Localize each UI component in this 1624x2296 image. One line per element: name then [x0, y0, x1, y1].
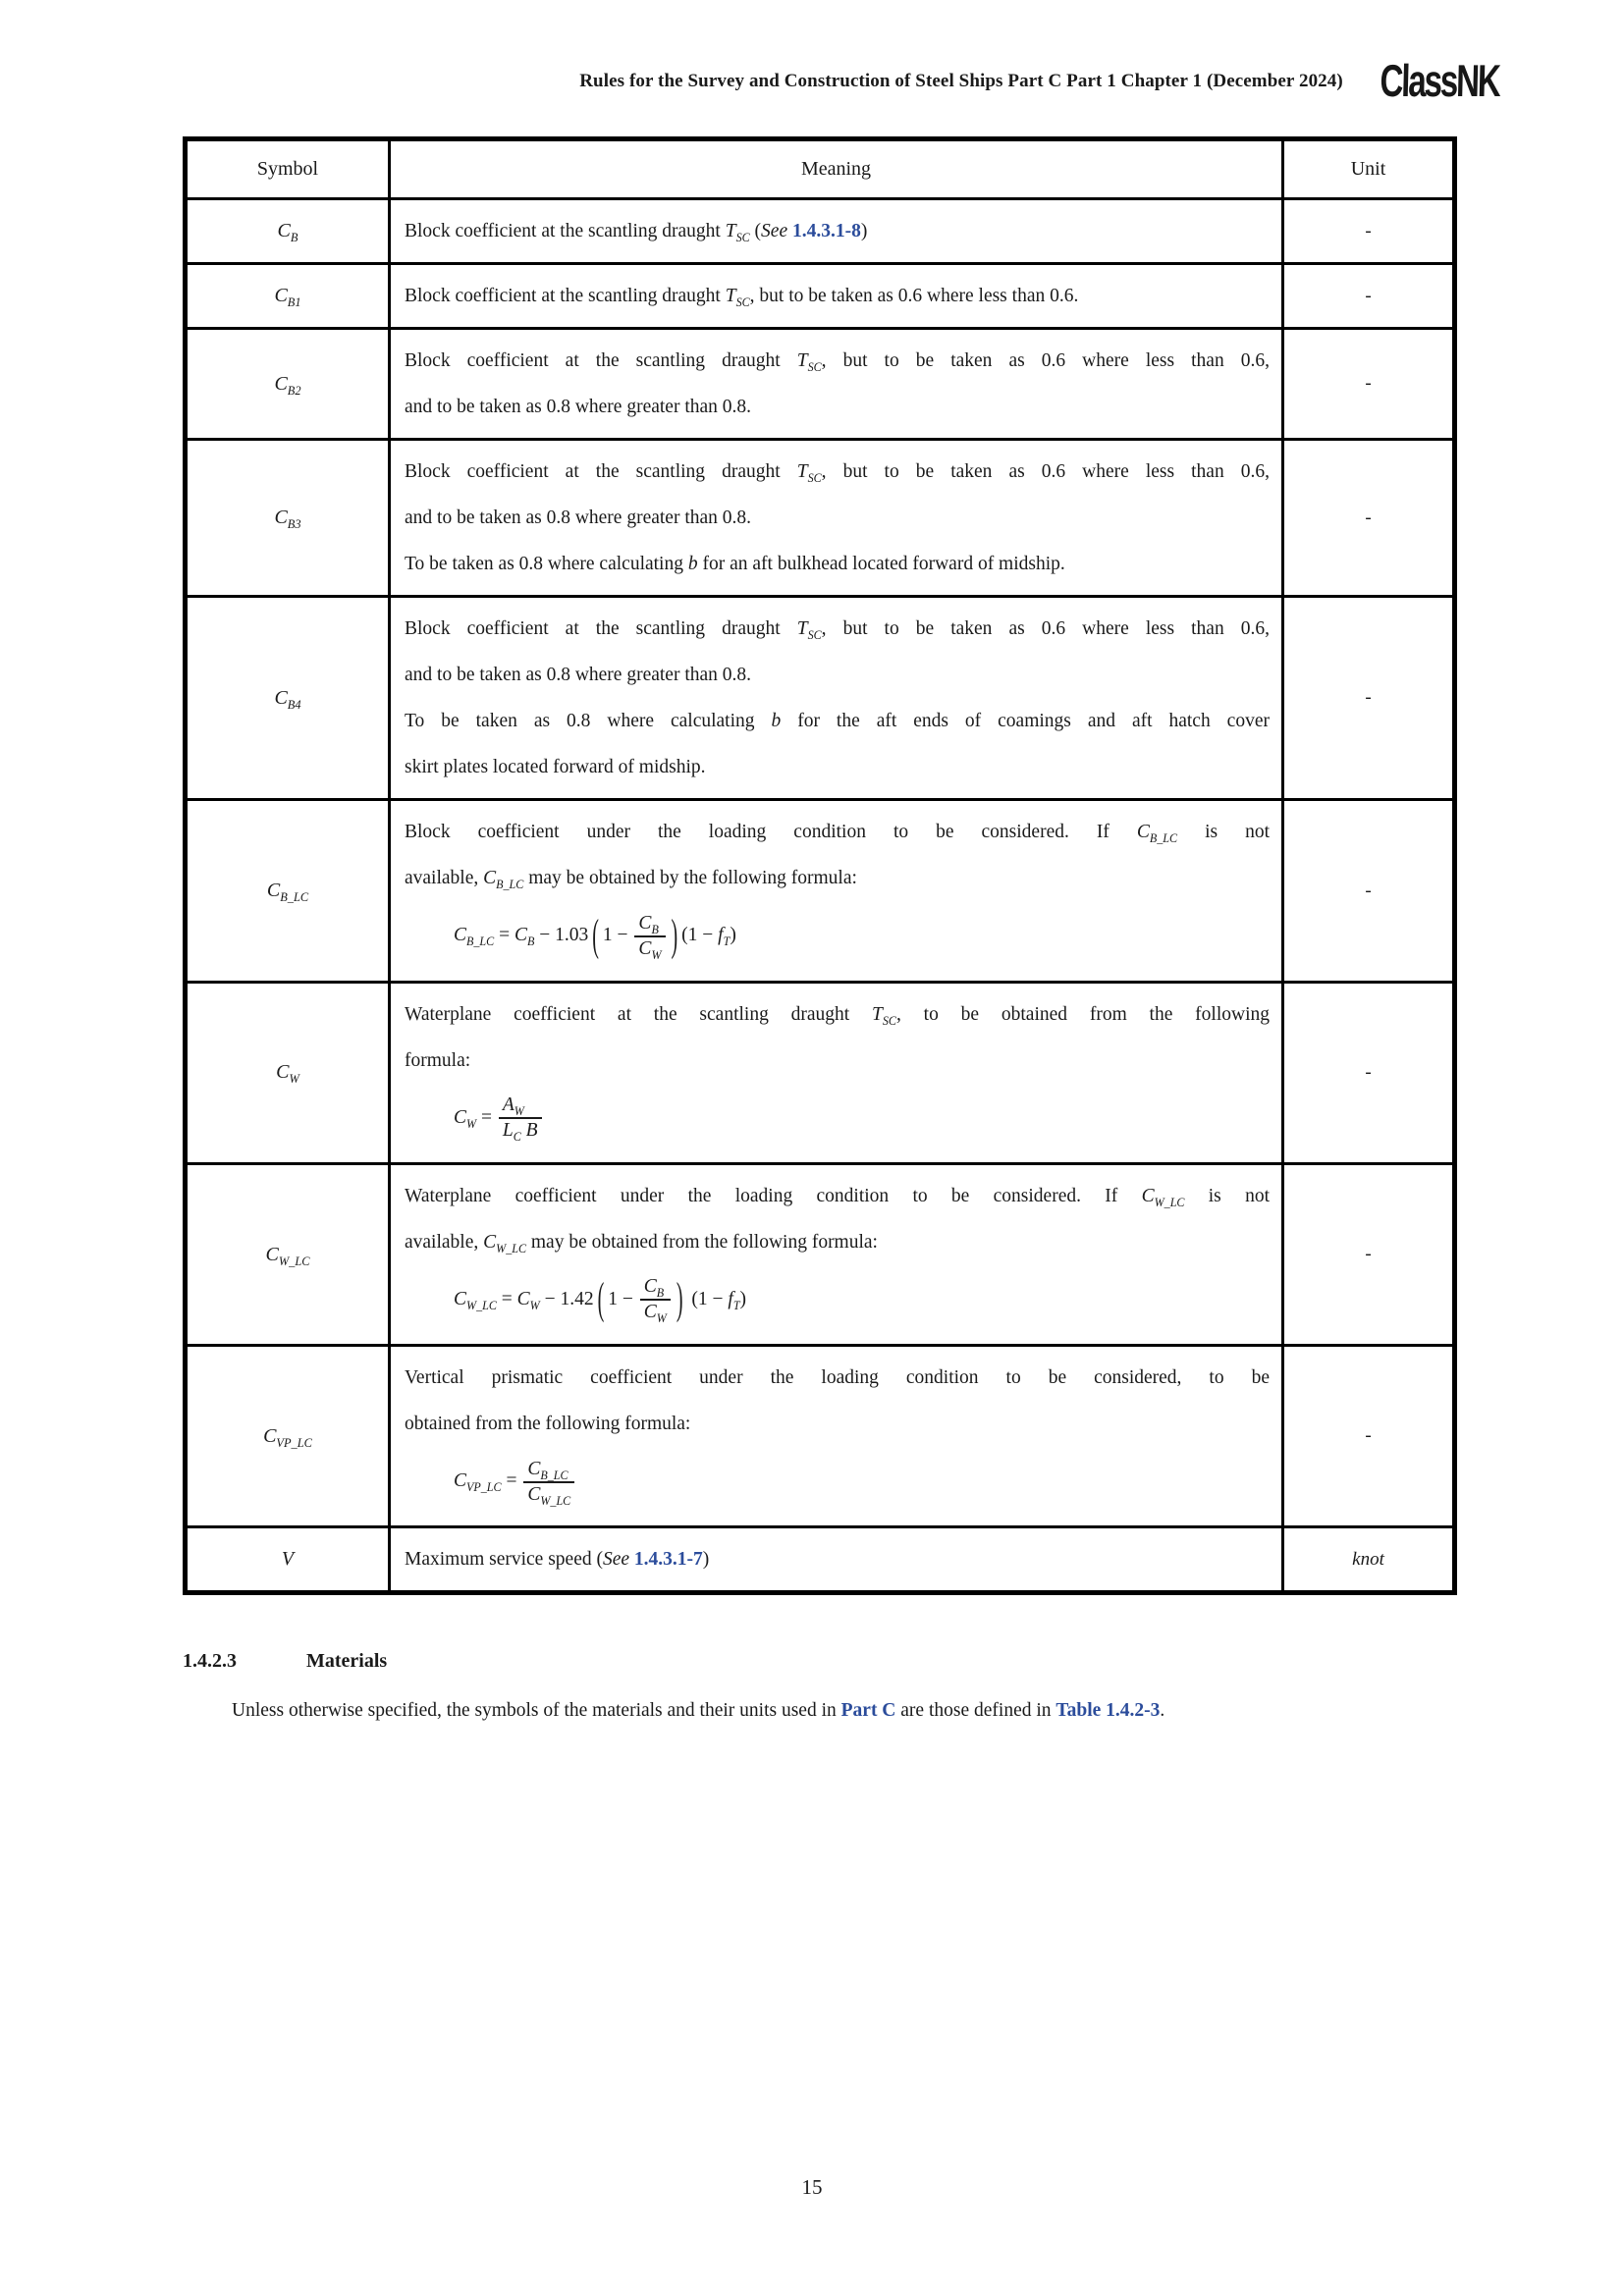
- formula: [454, 1269, 1270, 1331]
- text-run: may be obtained by the following formula:: [523, 868, 857, 889]
- text-run: is not: [1184, 1185, 1270, 1206]
- text-run: formula:: [405, 1049, 471, 1071]
- table-row: [186, 597, 1455, 800]
- subscript-text: W: [466, 1116, 477, 1131]
- col-header-meaning: Meaning: [390, 139, 1283, 199]
- symbol-cell: [186, 1527, 390, 1593]
- table-row: [186, 1163, 1455, 1346]
- symbol-cell: [186, 982, 390, 1163]
- meaning-text-line: [405, 652, 1270, 698]
- text-run: .: [1160, 1700, 1165, 1722]
- meaning-cell: [390, 264, 1283, 329]
- text-run: T: [725, 286, 736, 307]
- subscript-text: W_LC: [278, 1254, 310, 1268]
- text-run: -: [1365, 285, 1372, 306]
- meaning-cell: [390, 982, 1283, 1163]
- subscript-text: W_LC: [540, 1493, 571, 1508]
- text-run: , but to be taken as 0.6 where less than 0.6,: [821, 618, 1271, 640]
- section-number: 1.4.2.3: [183, 1650, 237, 1673]
- fraction: [634, 913, 665, 961]
- text-run: Block coefficient at the scantling draught: [405, 461, 797, 483]
- subscript-text: B3: [287, 517, 301, 532]
- subscript-text: SC: [807, 471, 822, 486]
- unit-cell: [1283, 440, 1455, 597]
- text-run: may be obtained from the following formula:: [526, 1231, 878, 1253]
- unit-cell: [1283, 800, 1455, 983]
- text-run: available,: [405, 868, 484, 889]
- meaning-text-line: [405, 991, 1270, 1038]
- meaning-cell: [390, 440, 1283, 597]
- subscript-text: B2: [287, 383, 301, 398]
- symbol-cell: [186, 199, 390, 264]
- text-run: C: [454, 1106, 467, 1128]
- subscript-text: W: [651, 947, 662, 962]
- text-run: To be taken as 0.8 where calculating: [405, 711, 772, 732]
- text-run: for an aft bulkhead located forward of midship.: [697, 554, 1065, 575]
- text-run: C: [638, 937, 652, 959]
- fraction: [640, 1276, 671, 1324]
- meaning-text-line: [405, 338, 1270, 384]
- subscript-text: W_LC: [466, 1298, 497, 1312]
- table-header-row: [186, 139, 1455, 199]
- formula: [454, 1451, 1270, 1512]
- text-run: are those defined in: [895, 1700, 1056, 1722]
- page-number: 15: [801, 2175, 823, 2199]
- text-run: C: [454, 925, 467, 946]
- materials-section: [183, 1650, 1455, 1726]
- text-run: -: [1365, 880, 1372, 901]
- big-parenthesis: ): [676, 1275, 683, 1325]
- big-parenthesis: (: [592, 912, 599, 961]
- text-run: To be taken as 0.8 where calculating: [405, 554, 688, 575]
- text-run: -: [1365, 1425, 1372, 1447]
- text-run: C: [277, 220, 291, 242]
- text-run: (1 −: [686, 1288, 729, 1309]
- unit-cell: [1283, 982, 1455, 1163]
- text-run: C: [454, 1470, 467, 1492]
- table-row: [186, 982, 1455, 1163]
- text-run: , but to be taken as 0.6 where less than 0.6,: [821, 350, 1271, 372]
- text-run: Maximum service speed (: [405, 1549, 603, 1571]
- text-run: Waterplane coefficient under the loading condition to be considered. If: [405, 1185, 1142, 1206]
- text-run: T: [796, 461, 808, 483]
- text-run: See: [602, 1549, 630, 1571]
- subscript-text: W: [289, 1072, 299, 1087]
- section-body: [183, 1696, 1455, 1726]
- meaning-cell: [390, 329, 1283, 440]
- text-run: Block coefficient at the scantling draught: [405, 618, 797, 640]
- text-run: C: [274, 285, 288, 307]
- table-row: [186, 264, 1455, 329]
- text-run: C: [274, 507, 288, 529]
- text-run: skirt plates located forward of midship.: [405, 757, 706, 778]
- big-parenthesis: ): [671, 912, 678, 961]
- text-run: C: [454, 1288, 467, 1309]
- meaning-text-line: [405, 1355, 1270, 1401]
- table-row: [186, 440, 1455, 597]
- text-run: C: [527, 1483, 541, 1505]
- subscript-text: B: [290, 231, 298, 245]
- meaning-text-line: [405, 273, 1270, 319]
- text-run: obtained from the following formula:: [405, 1414, 691, 1435]
- col-header-unit: Unit: [1283, 139, 1455, 199]
- text-run: Vertical prismatic coefficient under the loading condition to be considered, to be: [405, 1367, 1270, 1389]
- text-run: T: [725, 221, 736, 242]
- subscript-text: SC: [882, 1013, 896, 1028]
- subscript-text: W_LC: [1154, 1195, 1185, 1209]
- subscript-text: SC: [807, 360, 822, 375]
- unit-cell: [1283, 264, 1455, 329]
- unit-cell: [1283, 199, 1455, 264]
- subscript-text: T: [732, 1298, 740, 1312]
- meaning-cell: [390, 199, 1283, 264]
- subscript-text: VP_LC: [466, 1480, 502, 1495]
- text-run: C: [638, 912, 652, 934]
- text-run: T: [796, 618, 808, 640]
- table-row: [186, 329, 1455, 440]
- text-run: Unless otherwise specified, the symbols of the materials and their units used in: [232, 1700, 841, 1722]
- text-run: , but to be taken as 0.6 where less than 0.6.: [749, 286, 1079, 307]
- text-run: C: [265, 1243, 279, 1265]
- text-run: See: [761, 221, 788, 242]
- text-run: C: [276, 1061, 290, 1084]
- symbols-table: [183, 136, 1457, 1595]
- col-header-symbol: Symbol: [186, 139, 390, 199]
- symbol-cell: [186, 440, 390, 597]
- text-run: C: [266, 880, 281, 902]
- text-run: and to be taken as 0.8 where greater than 0.8.: [405, 507, 752, 529]
- subscript-text: B_LC: [280, 890, 309, 905]
- meaning-text-line: [405, 541, 1270, 587]
- text-run: =: [501, 1470, 522, 1492]
- text-run: =: [476, 1106, 497, 1128]
- text-run: ): [860, 221, 868, 242]
- text-run: C: [483, 1231, 497, 1253]
- text-run: C: [527, 1458, 541, 1479]
- big-parenthesis: (: [597, 1275, 605, 1325]
- text-run: C: [516, 1288, 530, 1309]
- text-run: L: [502, 1120, 514, 1142]
- unit-cell: [1283, 329, 1455, 440]
- meaning-text-line: [405, 1401, 1270, 1447]
- text-run: =: [494, 925, 514, 946]
- meaning-text-line: [405, 855, 1270, 901]
- section-title: Materials: [306, 1650, 388, 1673]
- text-run: b: [687, 554, 698, 575]
- text-run: f: [718, 925, 724, 946]
- text-run: C: [1141, 1185, 1155, 1206]
- meaning-text-line: [405, 1173, 1270, 1219]
- text-run: C: [274, 372, 288, 395]
- subscript-text: SC: [735, 295, 750, 310]
- text-run: C: [263, 1424, 277, 1447]
- text-run: Block coefficient at the scantling draught: [405, 350, 797, 372]
- meaning-cell: [390, 1527, 1283, 1593]
- text-run: T: [796, 350, 808, 372]
- subscript-text: B4: [287, 697, 301, 712]
- text-run: ): [702, 1549, 710, 1571]
- text-run: A: [502, 1095, 514, 1116]
- subscript-text: B: [526, 934, 535, 949]
- subscript-text: VP_LC: [276, 1435, 312, 1450]
- text-run: V: [281, 1548, 295, 1571]
- meaning-cell: [390, 1346, 1283, 1527]
- meaning-text-line: [405, 1038, 1270, 1084]
- text-run: and to be taken as 0.8 where greater than 0.8.: [405, 397, 752, 418]
- text-run: , but to be taken as 0.6 where less than 0.6,: [821, 461, 1271, 483]
- text-run: available,: [405, 1231, 484, 1253]
- symbol-cell: [186, 1346, 390, 1527]
- meaning-text-line: [405, 384, 1270, 430]
- text-run: Block coefficient under the loading condition to be considered. If: [405, 822, 1137, 843]
- symbol-cell: [186, 597, 390, 800]
- text-run: C: [643, 1276, 657, 1298]
- subscript-text: B_LC: [466, 934, 495, 949]
- text-run: C: [1136, 822, 1150, 843]
- text-run: -: [1365, 1061, 1372, 1083]
- fraction: [499, 1095, 542, 1143]
- page-header: [0, 0, 1624, 106]
- unit-cell: [1283, 1163, 1455, 1346]
- text-run: 1 −: [602, 925, 633, 946]
- meaning-text-line: [405, 495, 1270, 541]
- cross-reference-link[interactable]: 1.4.3.1-8: [791, 221, 861, 242]
- symbol-cell: [186, 800, 390, 983]
- text-run: b: [771, 711, 782, 732]
- text-run: =: [496, 1288, 517, 1309]
- subscript-text: B_LC: [540, 1468, 568, 1482]
- text-run: -: [1365, 220, 1372, 241]
- table-row: [186, 800, 1455, 983]
- subscript-text: W: [656, 1311, 667, 1326]
- section-heading: [183, 1650, 1455, 1673]
- text-run: − 1.42: [539, 1288, 594, 1309]
- subscript-text: B: [651, 922, 659, 936]
- formula: [454, 1088, 1270, 1148]
- text-run: knot: [1352, 1548, 1384, 1570]
- subscript-text: B_LC: [1149, 831, 1178, 846]
- text-run: Waterplane coefficient at the scantling draught: [405, 1003, 873, 1025]
- subscript-text: SC: [807, 628, 822, 643]
- meaning-cell: [390, 597, 1283, 800]
- header-title: Rules for the Survey and Construction of Steel Ships Part C Part 1 Chapter 1 (December 2024): [579, 70, 1343, 91]
- text-run: -: [1365, 373, 1372, 395]
- text-run: (: [749, 221, 762, 242]
- meaning-text-line: [405, 1536, 1270, 1582]
- meaning-text-line: [405, 606, 1270, 652]
- text-run: T: [872, 1003, 883, 1025]
- text-run: − 1.03: [534, 925, 589, 946]
- text-run: C: [274, 686, 288, 709]
- formula: [454, 905, 1270, 967]
- fraction: [523, 1459, 574, 1507]
- table-row: [186, 199, 1455, 264]
- subscript-text: W: [514, 1103, 524, 1118]
- unit-cell: [1283, 1346, 1455, 1527]
- subscript-text: C: [513, 1130, 521, 1145]
- meaning-text-line: [405, 809, 1270, 855]
- text-run: B: [520, 1120, 538, 1142]
- meaning-text-line: [405, 1219, 1270, 1265]
- symbol-cell: [186, 1163, 390, 1346]
- text-run: -: [1365, 687, 1372, 709]
- text-run: -: [1365, 507, 1372, 528]
- subscript-text: B1: [287, 295, 301, 310]
- text-run: C: [514, 925, 527, 946]
- text-run: is not: [1177, 822, 1270, 843]
- subscript-text: B: [656, 1285, 665, 1300]
- text-run: C: [643, 1302, 657, 1323]
- unit-cell: [1283, 597, 1455, 800]
- meaning-text-line: [405, 698, 1270, 744]
- table-row: [186, 1346, 1455, 1527]
- text-run: and to be taken as 0.8 where greater than 0.8.: [405, 665, 752, 686]
- subscript-text: SC: [735, 231, 750, 245]
- meaning-text-line: [405, 208, 1270, 254]
- text-run: C: [483, 868, 497, 889]
- cross-reference-link[interactable]: 1.4.3.1-7: [633, 1549, 703, 1571]
- text-run: Block coefficient at the scantling draught: [405, 221, 726, 242]
- table-row: [186, 1527, 1455, 1593]
- symbol-cell: [186, 264, 390, 329]
- text-run: for the aft ends of coamings and aft hatch cover: [781, 711, 1270, 732]
- text-run: 1 −: [608, 1288, 638, 1309]
- unit-cell: [1283, 1527, 1455, 1593]
- symbol-cell: [186, 329, 390, 440]
- subscript-text: T: [723, 934, 731, 949]
- text-run: -: [1365, 1244, 1372, 1265]
- meaning-text-line: [405, 449, 1270, 495]
- text-run: (1 −: [681, 925, 719, 946]
- text-run: Block coefficient at the scantling draught: [405, 286, 726, 307]
- text-run: ): [739, 1288, 747, 1309]
- cross-reference-link[interactable]: Part C: [840, 1700, 896, 1722]
- subscript-text: W: [529, 1298, 540, 1312]
- classnk-logo: ClassNK: [1379, 55, 1500, 106]
- text-run: f: [728, 1288, 733, 1309]
- meaning-text-line: [405, 744, 1270, 790]
- subscript-text: W_LC: [496, 1241, 527, 1255]
- text-run: , to be obtained from the following: [896, 1003, 1271, 1025]
- meaning-cell: [390, 1163, 1283, 1346]
- cross-reference-link[interactable]: Table 1.4.2-3: [1056, 1700, 1161, 1722]
- subscript-text: B_LC: [496, 878, 524, 892]
- meaning-cell: [390, 800, 1283, 983]
- text-run: ): [730, 925, 736, 946]
